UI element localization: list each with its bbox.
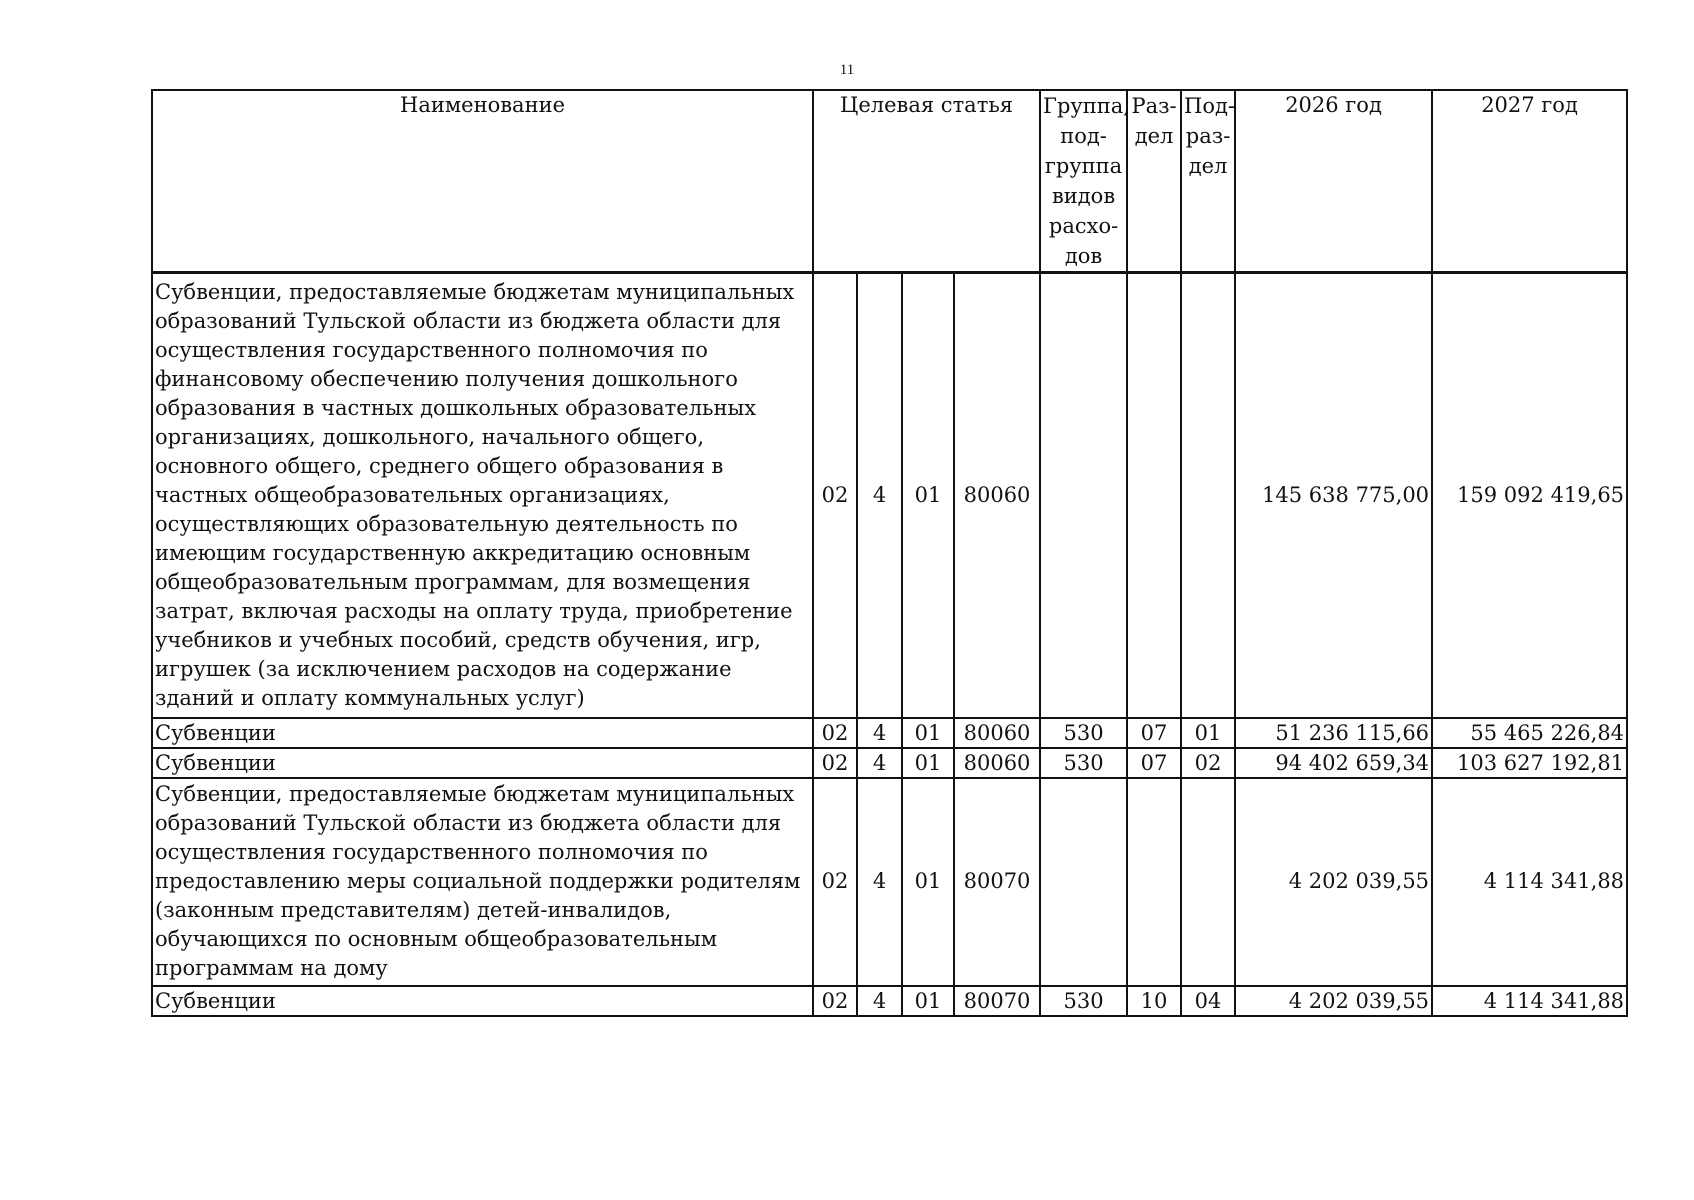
row-expense-group [1040, 273, 1127, 718]
row-code-program: 02 [813, 986, 857, 1016]
row-amount-2026: 4 202 039,55 [1235, 986, 1432, 1016]
row-subsection: 02 [1181, 748, 1235, 778]
header-subsection: Под-раз-дел [1181, 90, 1235, 273]
row-code-program: 02 [813, 748, 857, 778]
header-name: Наименование [152, 90, 813, 273]
row-code-direction: 80060 [954, 273, 1040, 718]
row-name: Субвенции [152, 986, 813, 1016]
row-amount-2027: 103 627 192,81 [1432, 748, 1627, 778]
row-code-direction: 80070 [954, 986, 1040, 1016]
page-number: 11 [839, 62, 855, 78]
row-code-type: 4 [857, 273, 902, 718]
row-code-subprogram: 01 [902, 748, 954, 778]
row-expense-group [1040, 778, 1127, 986]
row-code-direction: 80070 [954, 778, 1040, 986]
row-code-subprogram: 01 [902, 718, 954, 748]
header-expense-group: Группа, под-группа видов расхо-дов [1040, 90, 1127, 273]
row-code-program: 02 [813, 273, 857, 718]
table-row [152, 748, 1627, 778]
row-subsection: 04 [1181, 986, 1235, 1016]
row-name: Субвенции, предоставляемые бюджетам муниципальных образований Тульской области из бюджета области для осуществления государственного полномочия по финансовому обеспечению получения дошкольного образования в частных дошкольных образовательных организациях, дошкольного, начального общего, основного общего, среднего общего образования в частных общеобразовательных организациях, осуществляющих образовательную деятельность по имеющим государственную аккредитацию основным общеобразовательным программам, для возмещения затрат, включая расходы на оплату труда, приобретение учебников и учебных пособий, средств обучения, игр, игрушек (за исключением расходов на содержание зданий и оплату коммунальных услуг) [152, 273, 813, 718]
row-section: 07 [1127, 748, 1181, 778]
row-expense-group: 530 [1040, 748, 1127, 778]
row-code-program: 02 [813, 718, 857, 748]
row-amount-2026: 4 202 039,55 [1235, 778, 1432, 986]
row-amount-2027: 159 092 419,65 [1432, 273, 1627, 718]
row-code-type: 4 [857, 748, 902, 778]
table-header-row [152, 90, 1627, 273]
row-code-subprogram: 01 [902, 778, 954, 986]
header-section: Раз-дел [1127, 90, 1181, 273]
table-row [152, 986, 1627, 1016]
row-code-type: 4 [857, 986, 902, 1016]
header-year-2027: 2027 год [1432, 90, 1627, 273]
row-amount-2027: 4 114 341,88 [1432, 778, 1627, 986]
row-section [1127, 778, 1181, 986]
row-subsection [1181, 778, 1235, 986]
row-section: 07 [1127, 718, 1181, 748]
header-year-2026: 2026 год [1235, 90, 1432, 273]
row-code-direction: 80060 [954, 748, 1040, 778]
row-amount-2026: 145 638 775,00 [1235, 273, 1432, 718]
row-name: Субвенции [152, 748, 813, 778]
row-name: Субвенции [152, 718, 813, 748]
row-subsection [1181, 273, 1235, 718]
row-code-program: 02 [813, 778, 857, 986]
row-code-subprogram: 01 [902, 273, 954, 718]
header-target-article: Целевая статья [813, 90, 1040, 273]
table-row [152, 273, 1627, 718]
budget-table [151, 89, 1628, 1017]
row-section: 10 [1127, 986, 1181, 1016]
row-subsection: 01 [1181, 718, 1235, 748]
row-code-subprogram: 01 [902, 986, 954, 1016]
row-expense-group: 530 [1040, 986, 1127, 1016]
row-section [1127, 273, 1181, 718]
row-amount-2027: 55 465 226,84 [1432, 718, 1627, 748]
table-row [152, 718, 1627, 748]
row-amount-2026: 94 402 659,34 [1235, 748, 1432, 778]
row-expense-group: 530 [1040, 718, 1127, 748]
row-name: Субвенции, предоставляемые бюджетам муниципальных образований Тульской области из бюджета области для осуществления государственного полномочия по предоставлению меры социальной поддержки родителям (законным представителям) детей-инвалидов, обучающихся по основным общеобразовательным программам на дому [152, 778, 813, 986]
table-row [152, 778, 1627, 986]
row-code-type: 4 [857, 778, 902, 986]
row-code-type: 4 [857, 718, 902, 748]
row-code-direction: 80060 [954, 718, 1040, 748]
row-amount-2027: 4 114 341,88 [1432, 986, 1627, 1016]
row-amount-2026: 51 236 115,66 [1235, 718, 1432, 748]
